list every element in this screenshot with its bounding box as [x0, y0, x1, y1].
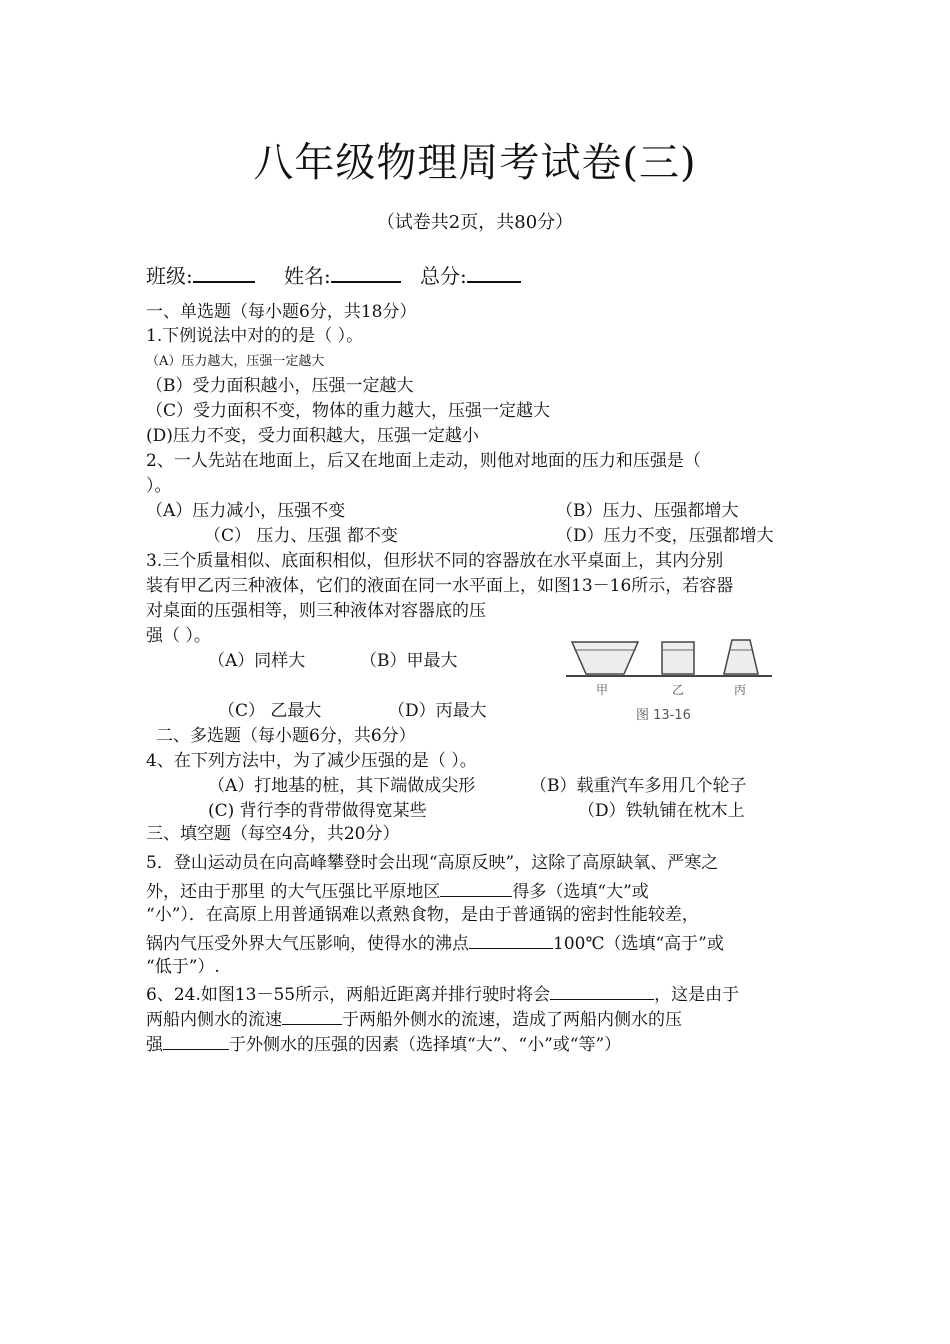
q2-stem-line2: ）。: [146, 476, 172, 496]
q4-option-d: （D）铁轨铺在枕木上: [578, 801, 745, 821]
q5-line4-text-a: 锅内气压受外界大气压影响，使得水的沸点: [146, 934, 469, 954]
q3-line1: 3.三个质量相似、底面积相似，但形状不同的容器放在水平桌面上，其内分别: [146, 551, 724, 571]
q6-blank-3[interactable]: [163, 1034, 229, 1050]
q1-stem: 1.下例说法中对的的是（ ）。: [146, 326, 364, 346]
page-title: 八年级物理周考试卷(三): [253, 140, 697, 186]
q2-option-a: （A）压力减小，压强不变: [146, 501, 346, 521]
section2-heading: 二、多选题（每小题6分，共6分）: [156, 726, 416, 746]
container-yi: [662, 642, 694, 674]
q6-line1: [146, 984, 739, 1004]
q6-line2: [146, 1009, 682, 1029]
container-bing: [724, 640, 758, 674]
q4-stem: 4、在下列方法中，为了减少压强的是（ ）。: [146, 751, 477, 771]
label-jia: 甲: [596, 683, 609, 697]
score-label: 总分:: [420, 264, 467, 288]
class-label: 班级:: [146, 264, 193, 288]
q3-option-b: （B）甲最大: [360, 651, 458, 671]
q2-stem-line1: 2、一人先站在地面上，后又在地面上走动，则他对地面的压力和压强是（: [146, 451, 701, 471]
q2-option-c: （C） 压力、压强 都不变: [204, 526, 398, 546]
name-field: [284, 263, 401, 286]
q1-option-b: （B）受力面积越小，压强一定越大: [146, 376, 414, 396]
q1-option-d: (D)压力不变，受力面积越大，压强一定越小: [146, 426, 479, 446]
q5-blank-1[interactable]: [440, 881, 512, 897]
q4-option-c: (C) 背行李的背带做得宽某些: [208, 801, 427, 821]
q3-line2: 装有甲乙丙三种液体，它们的液面在同一水平面上，如图13－16所示，若容器: [146, 576, 734, 596]
page-subtitle: （试卷共2页，共80分）: [376, 212, 574, 233]
q5-line3: “小”）．在高原上用普通锅难以煮熟食物，是由于普通锅的密封性能较差，: [146, 905, 699, 925]
q6-line3-text-a: 强: [146, 1035, 163, 1055]
name-blank[interactable]: [331, 263, 401, 283]
q4-option-a: （A）打地基的桩，其下端做成尖形: [208, 776, 476, 796]
q3-option-c: （C） 乙最大: [218, 701, 322, 721]
score-field: [420, 263, 521, 286]
label-yi: 乙: [672, 683, 685, 697]
q5-line4-text-b: 100℃（选填“高于”或: [553, 934, 724, 954]
q5-blank-2[interactable]: [469, 933, 553, 949]
class-field: [146, 263, 255, 286]
q3-line3: 对桌面的压强相等，则三种液体对容器底的压: [146, 601, 486, 621]
q6-blank-2[interactable]: [282, 1009, 342, 1025]
section3-heading: 三、填空题（每空4分，共20分）: [146, 824, 400, 844]
q6-blank-1[interactable]: [550, 984, 654, 1000]
label-bing: 丙: [734, 683, 747, 697]
name-label: 姓名:: [284, 264, 331, 288]
container-jia: [572, 642, 638, 674]
q1-option-c: （C）受力面积不变，物体的重力越大，压强一定越大: [146, 401, 551, 421]
section1-heading: 一、单选题（每小题6分，共18分）: [146, 302, 417, 322]
q5-line2-text-a: 外，还由于那里 的大气压强比平原地区: [146, 882, 441, 902]
q6-line3: [146, 1034, 621, 1054]
q6-line1-text-b: ，这是由于: [654, 985, 740, 1005]
q1-option-a: （A）压力越大，压强一定越大: [146, 354, 325, 369]
q6-line1-text-a: 6、24.如图13－55所示，两船近距离并排行驶时将会: [146, 985, 551, 1005]
q4-option-b: （B）载重汽车多用几个轮子: [530, 776, 747, 796]
q6-line3-text-b: 于外侧水的压强的因素（选择填“大”、“小”或“等”）: [229, 1035, 622, 1055]
q5-line5: “低于”）.: [146, 957, 220, 977]
figure-caption: 图 13-16: [636, 708, 691, 723]
q2-option-b: （B）压力、压强都增大: [556, 501, 739, 521]
q5-line1: 5．登山运动员在向高峰攀登时会出现“高原反映”，这除了高原缺氧、严寒之: [146, 853, 719, 873]
q3-option-d: （D）丙最大: [388, 701, 487, 721]
q5-line2-text-b: 得多（选填“大”或: [512, 882, 649, 902]
class-blank[interactable]: [193, 263, 255, 283]
score-blank[interactable]: [467, 263, 521, 283]
q5-line2: [146, 881, 649, 901]
q3-option-a: （A）同样大: [208, 651, 306, 671]
q5-line4: [146, 933, 724, 953]
q6-line2-text-b: 于两船外侧水的流速，造成了两船内侧水的压: [342, 1010, 682, 1030]
q6-line2-text-a: 两船内侧水的流速: [146, 1010, 282, 1030]
q3-line4: 强（ ）。: [146, 626, 211, 646]
q2-option-d: （D）压力不变，压强都增大: [556, 526, 774, 546]
